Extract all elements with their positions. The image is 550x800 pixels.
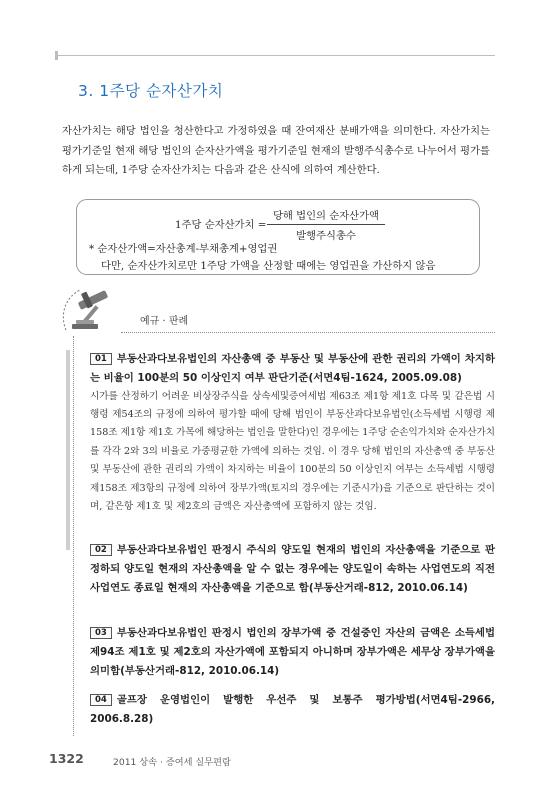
intro-paragraph: 자산가치는 해당 법인을 청산한다고 가정하였을 때 잔여재산 분배가액을 의미한다. 자산가치는 평가기준일 현재 해당 법인의 순자산가액을 평가기준일 현재의 발행주식총수로 나누어서 평가를 하게 되는데, 1주당 순자산가치는 다음과 같은 산식에 의하여 계산한다. bbox=[62, 125, 490, 176]
gavel-icon bbox=[58, 286, 118, 336]
formula-box bbox=[76, 199, 480, 275]
case-number-badge: 03 bbox=[90, 627, 112, 639]
side-accent-bar bbox=[66, 350, 70, 550]
formula-lhs: 1주당 순자산가치 = bbox=[175, 219, 267, 231]
case-item-01 bbox=[90, 350, 495, 516]
top-rule-tick bbox=[55, 51, 58, 60]
case-heading bbox=[90, 624, 495, 680]
case-heading-text: 부동산과다보유법인 판정시 법인의 장부가액 중 건설중인 자산의 금액은 소득세법 제94조 제1호 및 제2호의 자산가액에 포함되지 아니하며 장부가액은 세무상 장부가액을 의미함(부동산거래-812, 2010.06.14) bbox=[90, 627, 495, 677]
formula-numerator: 당해 법인의 순자산가액 bbox=[267, 207, 385, 225]
dotted-divider bbox=[121, 332, 495, 333]
case-item-03 bbox=[90, 624, 495, 680]
section-title: 3. 1주당 순자산가치 bbox=[78, 82, 224, 100]
section-label-yegyu: 예규 · 판례 bbox=[140, 316, 189, 327]
case-heading bbox=[90, 541, 495, 597]
formula-note-2: 다만, 순자산가치로만 1주당 가액을 산정할 때에는 영업권을 가산하지 않음 bbox=[101, 260, 436, 272]
case-number-badge: 02 bbox=[90, 544, 112, 556]
page-number: 1322 bbox=[49, 751, 84, 766]
book-title: 2011 상속 · 증여세 실무편람 bbox=[113, 757, 231, 768]
case-item-04 bbox=[90, 691, 495, 729]
case-heading bbox=[90, 350, 495, 388]
case-number-badge: 04 bbox=[90, 694, 112, 706]
case-heading bbox=[90, 691, 495, 729]
case-heading-text: 골프장 운영법인이 발행한 우선주 및 보통주 평가방법(서면4팀-2966, 2006.8.28) bbox=[90, 694, 495, 725]
top-rule bbox=[55, 55, 495, 56]
case-item-02 bbox=[90, 541, 495, 597]
case-body: 시가를 산정하기 어려운 비상장주식을 상속세및증여세법 제63조 제1항 제1호 다목 및 같은법 시행령 제54조의 규정에 의하여 평가할 때에 당해 법인이 부동산과다보유법인(소득세법 시행령 제158조 제1항 제1호 가목에 해당하는 법인을 말한다)인 경우에는 1주당 순손익가치와 순자산가치를 각각 2와 3의 비율로 가중평균한 가액에 의하는 것임. 이 경우 당해 법인의 자산총액 중 부동산 및 부동산에 관한 권리의 가액이 차지하는 비율이 100분의 50 이상인지 여부는 소득세법 시행령 제158조 제3항의 규정에 의하여 장부가액(토지의 경우에는 기준시가)을 기준으로 판단하는 것이며, 같은항 제1호 및 제2호의 금액은 자산총액에 포함하지 않는 것임. bbox=[90, 390, 495, 513]
dotted-vertical-divider bbox=[73, 336, 74, 736]
formula-denominator: 발행주식총수 bbox=[296, 230, 356, 242]
case-number-badge: 01 bbox=[90, 353, 112, 365]
formula-fraction bbox=[267, 207, 385, 242]
formula-note-1: * 순자산가액=자산총계-부채총계+영업권 bbox=[89, 243, 278, 255]
case-heading-text: 부동산과다보유법인의 자산총액 중 부동산 및 부동산에 관한 권리의 가액이 차지하는 비율이 100분의 50 이상인지 여부 판단기준(서면4팀-1624, 2005.09.08) bbox=[90, 353, 495, 384]
case-heading-text: 부동산과다보유법인 판정시 주식의 양도일 현재의 법인의 자산총액을 기준으로 판정하되 양도일 현재의 자산총액을 알 수 없는 경우에는 양도일이 속하는 사업연도의 직전 사업연도 종료일 현재의 자산총액을 기준으로 함(부동산거래-812, 2010.06.14) bbox=[90, 544, 495, 594]
